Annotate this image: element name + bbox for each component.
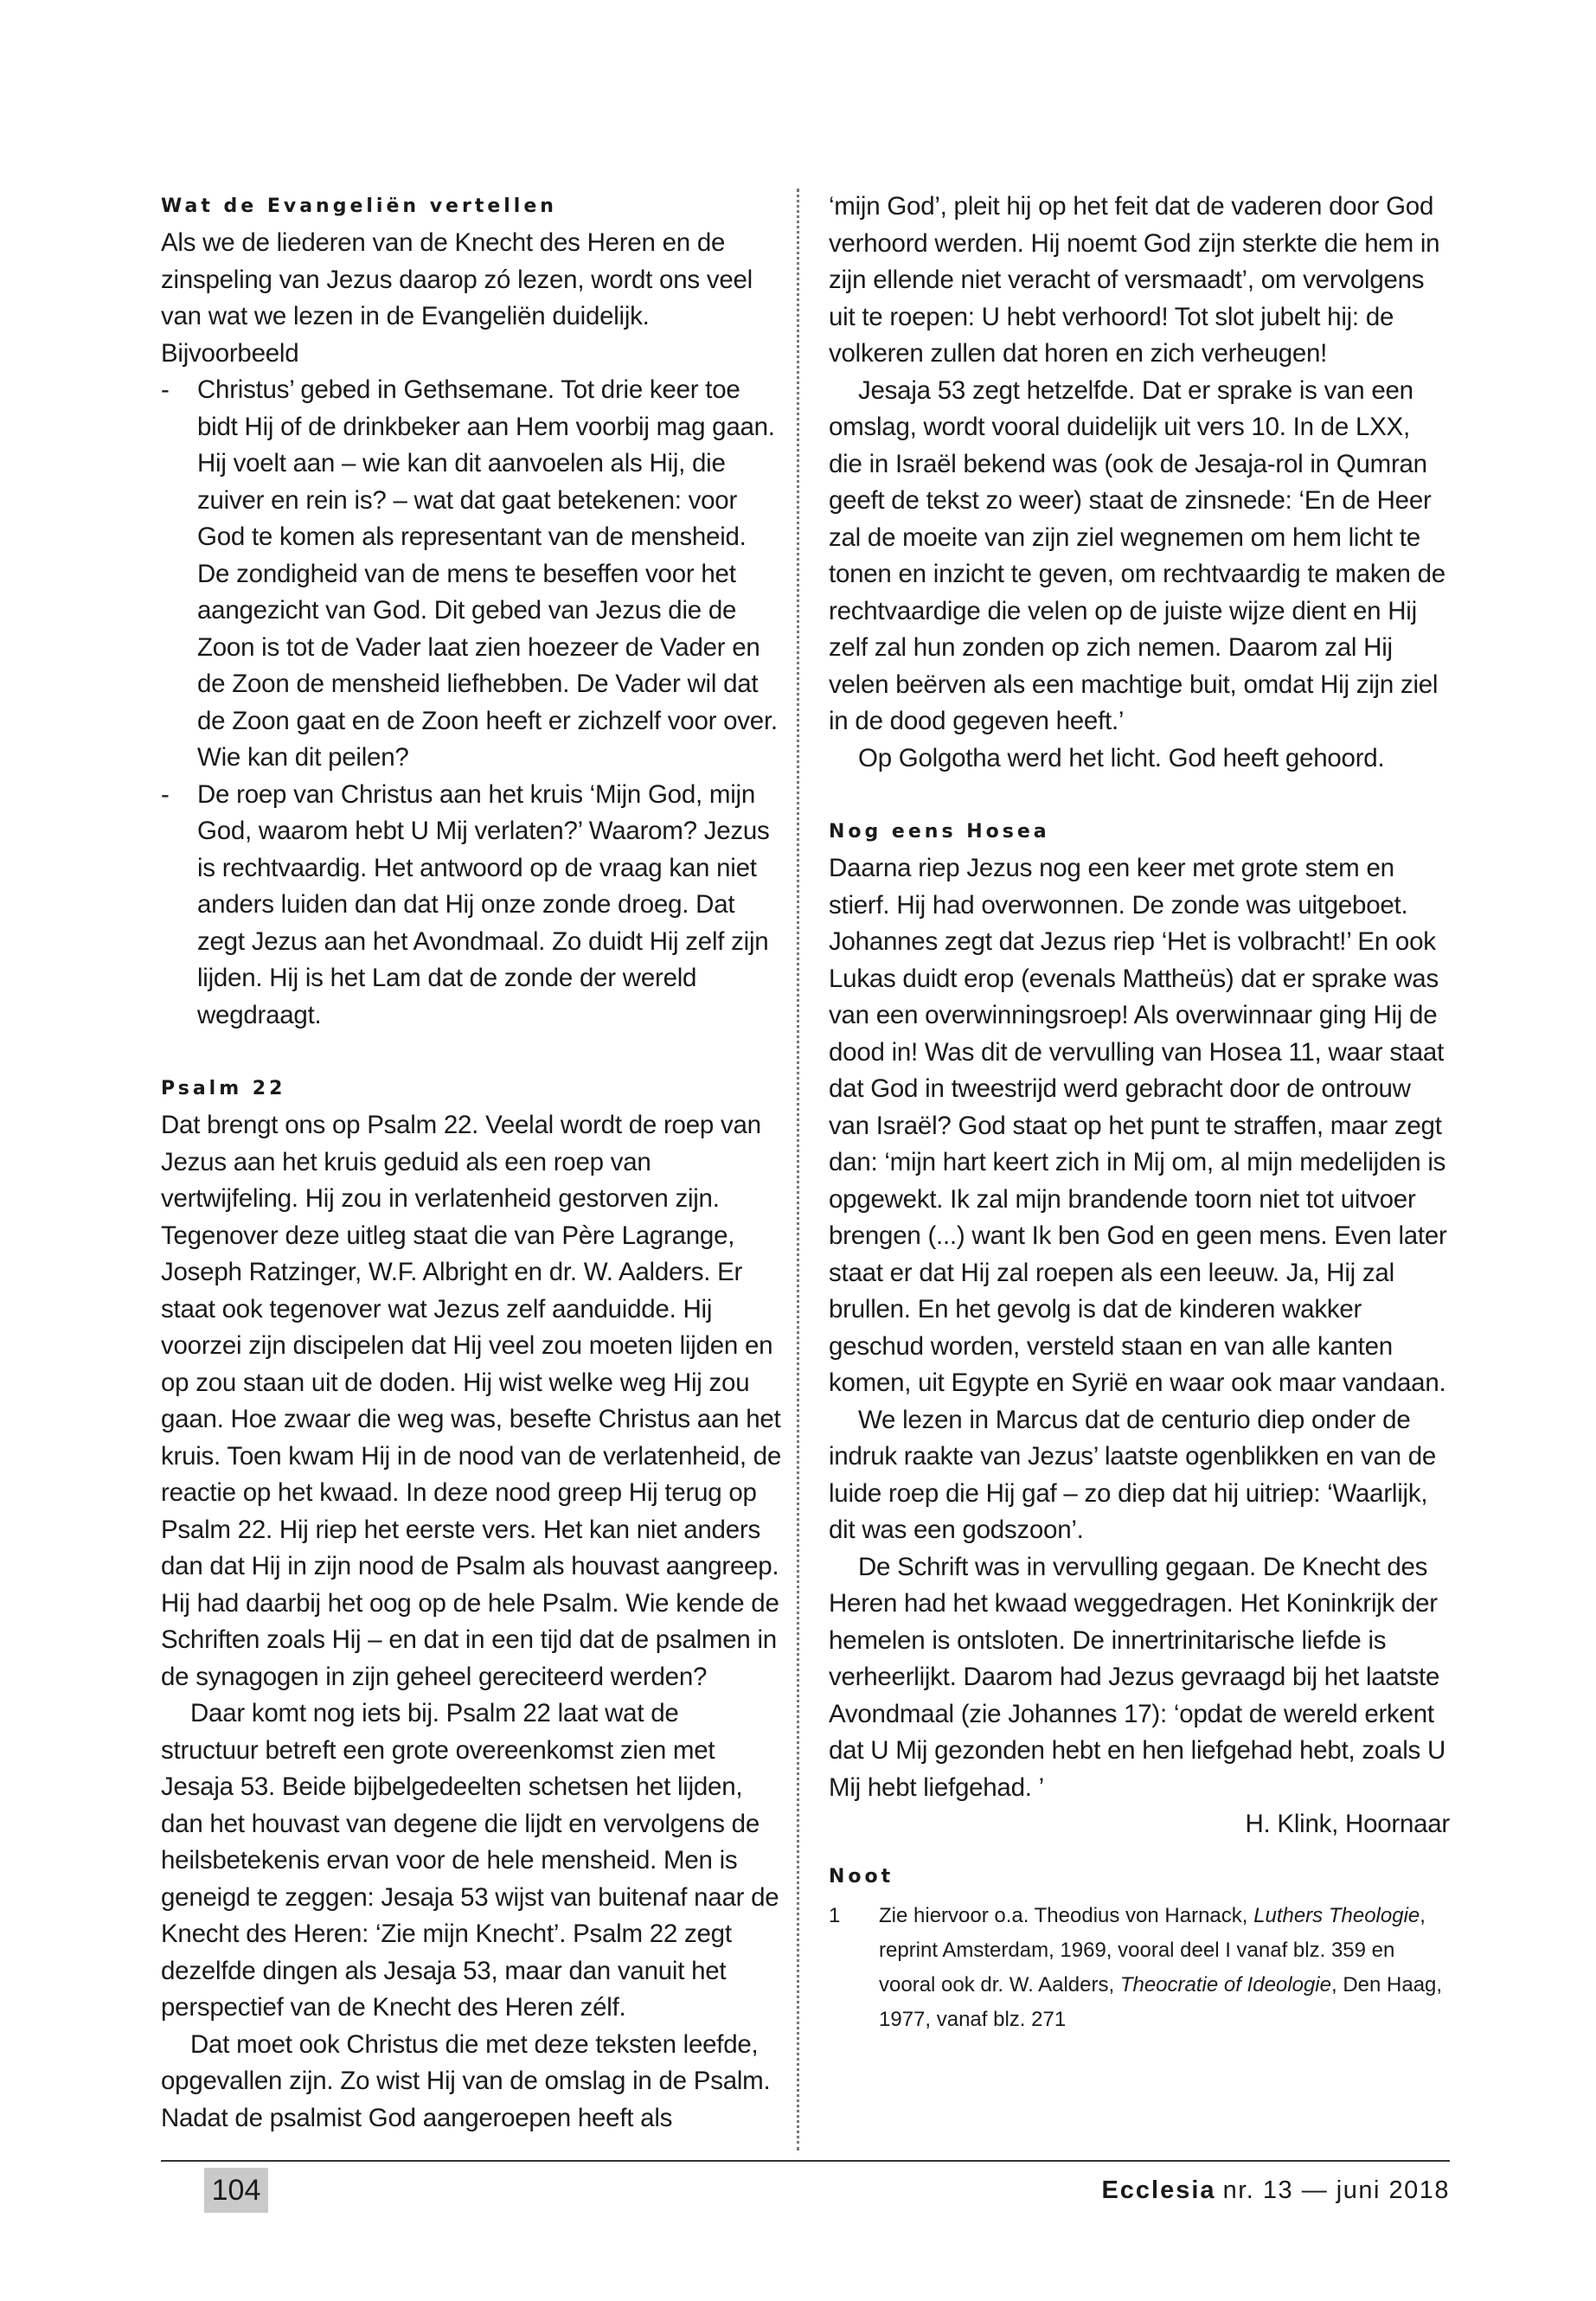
body-paragraph: Op Golgotha werd het licht. God heeft gehoord. bbox=[858, 743, 1385, 772]
body-paragraph: De Schrift was in vervulling gegaan. De Knecht des Heren had het kwaad weggedragen. Het Koninkrijk der hemelen is ontsloten. De innertrinitarische liefde is verheerlijkt. Daarom had Jezus gevraagd bij het laatste Avondmaal (zie Johannes 17): ‘opdat de wereld erkent dat U Mij gezonden hebt en hen liefgehad hebt, zoals U Mij hebt liefgehad. ’ bbox=[829, 1552, 1446, 1802]
body-paragraph: Dat moet ook Christus die met deze teksten leefde, opgevallen zijn. Zo wist Hij van de omslag in de Psalm. Nadat de psalmist God aangeroepen heeft als bbox=[161, 2029, 771, 2132]
footnote-number: 1 bbox=[829, 1903, 841, 1927]
right-column bbox=[829, 189, 1450, 2037]
body-paragraph: We lezen in Marcus dat de centurio diep onder de indruk raakte van Jezus’ laatste ogenblikken en van de luide roep die Hij gaf – zo diep dat hij uitriep: ‘Waarlijk, dit was een godszoon’. bbox=[829, 1405, 1437, 1544]
body-paragraph: Daarna riep Jezus nog een keer met grote stem en stierf. Hij had overwonnen. De zonde was uitgeboet. Johannes zegt dat Jezus riep ‘Het is volbracht!’ En ook Lukas duidt erop (evenals Mattheüs) dat er sprake was van een overwinningsroep! Als overwinnaar ging Hij de dood in! Was dit de vervulling van Hosea 11, waar staat dat God in tweestrijd werd gebracht door de ontrouw van Israël? God staat op het punt te straffen, maar zegt dan: ‘mijn hart keert zich in Mij om, al mijn medelijden is opgewekt. Ik zal mijn brandende toorn niet tot uitvoer brengen (...) want Ik ben God en geen mens. Even later staat er dat Hij zal roepen als een leeuw. Ja, Hij zal brullen. En het gevolg is dat de kinderen wakker geschud worden, versteld staan en van alle kanten komen, uit Egypte en Syrië en waar ook maar vandaan. bbox=[829, 854, 1447, 1397]
journal-issue: nr. 13 — juni 2018 bbox=[1222, 2176, 1450, 2204]
section-heading-psalm-22: Psalm 22 bbox=[161, 1078, 286, 1099]
footnote-text: , Den Haag, 1977, vanaf blz. 271 bbox=[879, 1972, 1443, 2031]
footnote bbox=[829, 1899, 1450, 2037]
body-paragraph: ‘mijn God’, pleit hij op het feit dat de vaderen door God verhoord werden. Hij noemt God zijn sterkte die hem in zijn ellende niet veracht of versmaadt’, om vervolgens uit te roepen: U hebt verhoord! Tot slot jubelt hij: de volkeren zullen dat horen en zich verheugen! bbox=[829, 192, 1440, 368]
footnote-title: Theocratie of Ideologie bbox=[1119, 1972, 1331, 1997]
intro-paragraph: Als we de liederen van de Knecht des Heren en de zinspeling van Jezus daarop zó lezen, wordt ons veel van wat we lezen in de Evangeliën duidelijk. Bijvoorbeeld bbox=[161, 228, 753, 368]
journal-footer bbox=[1101, 2170, 1450, 2211]
author-signature: H. Klink, Hoornaar bbox=[1245, 1810, 1450, 1838]
left-column bbox=[161, 189, 782, 2137]
section-heading-hosea: Nog eens Hosea bbox=[829, 821, 1050, 843]
section-heading-gospels: Wat de Evangeliën vertellen bbox=[161, 195, 557, 217]
bullet-dash: - bbox=[161, 779, 170, 809]
body-paragraph: Daar komt nog iets bij. Psalm 22 laat wat de structuur betreft een grote overeenkomst zien met Jesaja 53. Beide bijbelgedeelten schetsen het lijden, dan het houvast van degene die lijdt en vervolgens de heilsbetekenis ervan voor de hele mensheid. Men is geneigd te zeggen: Jesaja 53 wijst van buitenaf naar de Knecht des Heren: ‘Zie mijn Knecht’. Psalm 22 zegt dezelfde dingen als Jesaja 53, maar dan vanuit het perspectief van de Knecht des Heren zélf. bbox=[161, 1699, 779, 2022]
column-divider bbox=[797, 189, 799, 2150]
journal-name: Ecclesia bbox=[1101, 2176, 1216, 2204]
bullet-item bbox=[161, 777, 782, 1035]
bullet-text: Christus’ gebed in Gethsemane. Tot drie keer toe bidt Hij of de drinkbeker aan Hem voorbij mag gaan. Hij voelt aan – wie kan dit aanvoelen als Hij, die zuiver en rein is? – wat dat gaat betekenen: voor God te komen als representant van de mensheid. De zondigheid van de mens te beseffen voor het aangezicht van God. Dit gebed van Jezus die de Zoon is tot de Vader laat zien hoezeer de Vader en de Zoon de mensheid liefhebben. De Vader wil dat de Zoon gaat en de Zoon heeft er zichzelf voor over. Wie kan dit peilen? bbox=[197, 375, 778, 772]
bullet-text: De roep van Christus aan het kruis ‘Mijn God, mijn God, waarom hebt U Mij verlaten?’ Waarom? Jezus is rechtvaardig. Het antwoord op de vraag kan niet anders luiden dan dat Hij onze zonde droeg. Dat zegt Jezus aan het Avondmaal. Zo duidt Hij zelf zijn lijden. Hij is het Lam dat de zonde der wereld wegdraagt. bbox=[197, 779, 770, 1029]
note-heading: Noot bbox=[829, 1865, 894, 1888]
bullet-item bbox=[161, 372, 782, 777]
footnote-text: , reprint Amsterdam, 1969, vooral deel I vanaf blz. 359 en vooral ook dr. W. Aalders, bbox=[879, 1903, 1426, 1997]
footer-rule bbox=[161, 2160, 1450, 2162]
body-paragraph: Jesaja 53 zegt hetzelfde. Dat er sprake is van een omslag, wordt vooral duidelijk uit vers 10. In de LXX, die in Israël bekend was (ook de Jesaja-rol in Qumran geeft de tekst zo weer) staat de zinsnede: ‘En de Heer zal de moeite van zijn ziel wegnemen om hem licht te tonen en inzicht te geven, om rechtvaardig te maken de rechtvaardige die velen op de juiste wijze dient en Hij zelf zal hun zonden op zich nemen. Daarom zal Hij velen beërven als een machtige buit, omdat Hij zijn ziel in de dood gegeven heeft.’ bbox=[829, 375, 1445, 735]
body-paragraph: Dat brengt ons op Psalm 22. Veelal wordt de roep van Jezus aan het kruis geduid als een roep van vertwijfeling. Hij zou in verlatenheid gestorven zijn. Tegenover deze uitleg staat die van Père Lagrange, Joseph Ratzinger, W.F. Albright en dr. W. Aalders. Er staat ook tegenover wat Jezus zelf aanduidde. Hij voorzei zijn discipelen dat Hij veel zou moeten lijden en op zou staan uit de doden. Hij wist welke weg Hij zou gaan. Hoe zwaar die weg was, besefte Christus aan het kruis. Toen kwam Hij in de nood van de verlatenheid, de reactie op het kwaad. In deze nood greep Hij terug op Psalm 22. Hij riep het eerste vers. Het kan niet anders dan dat Hij in zijn nood de Psalm als houvast aangreep. Hij had daarbij het oog op de hele Psalm. Wie kende de Schriften zoals Hij – en dat in een tijd dat de psalmen in de synagogen in zijn geheel gereciteerd werden? bbox=[161, 1111, 782, 1691]
footnote-title: Luthers Theologie bbox=[1253, 1903, 1420, 1927]
bullet-dash: - bbox=[161, 375, 170, 404]
page-number: 104 bbox=[204, 2168, 268, 2213]
footnote-text: Zie hiervoor o.a. Theodius von Harnack, bbox=[879, 1903, 1254, 1927]
